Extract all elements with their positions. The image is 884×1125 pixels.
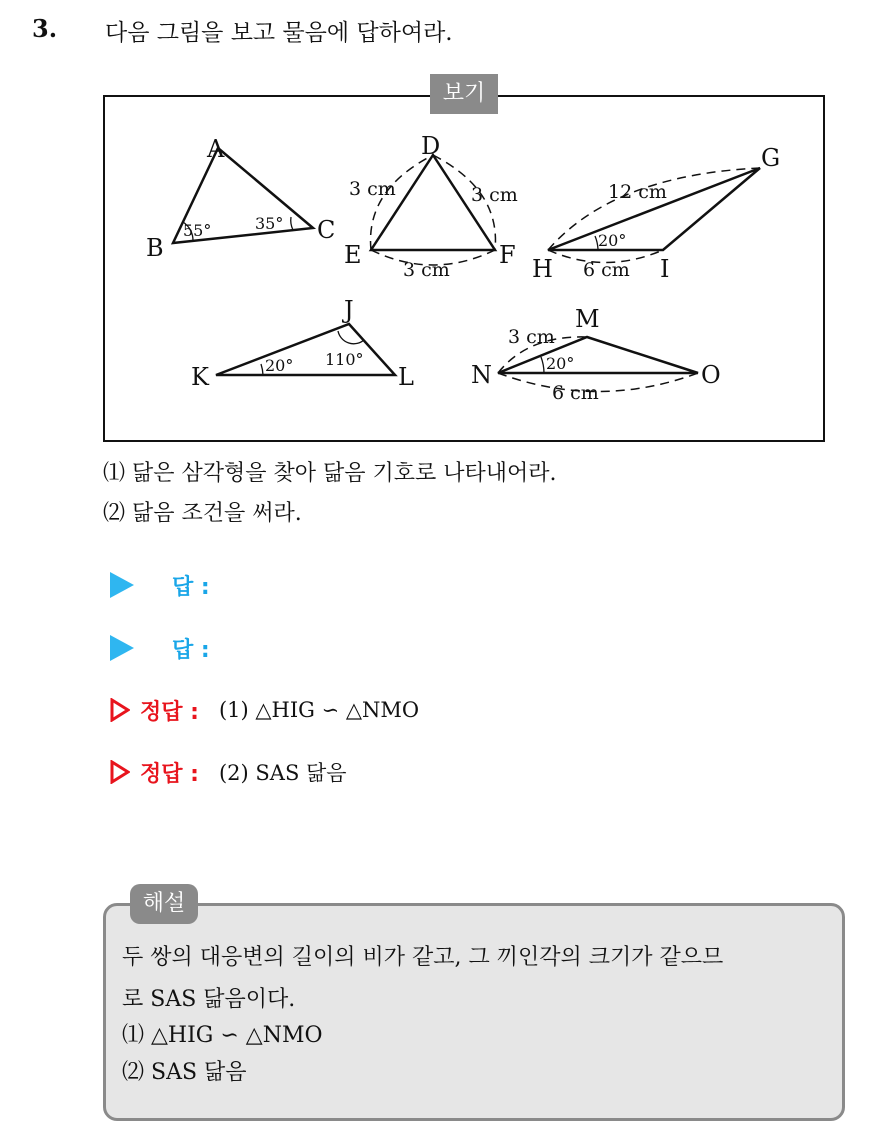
length-hg: 12 cm [608, 181, 667, 203]
angle-k: 20° [265, 356, 294, 375]
outline-arrow-icon [110, 760, 130, 784]
point-l: L [398, 363, 414, 391]
play-arrow-icon [110, 635, 134, 661]
solution-line-4: ⑵ SAS 닮음 [122, 1060, 247, 1085]
answer-label: 답 : [172, 637, 210, 663]
angle-j: 110° [325, 350, 364, 369]
question-number: 3. [32, 14, 58, 43]
length-ef: 3 cm [403, 259, 450, 281]
point-f: F [499, 241, 516, 269]
correct-answer-2: (2) SAS 닮음 [218, 761, 347, 785]
play-arrow-icon [110, 572, 134, 598]
solution-line-1: 두 쌍의 대응변의 길이의 비가 같고, 그 끼인각의 크기가 같으므 [122, 945, 724, 970]
point-m: M [575, 305, 600, 333]
correct-answer-1: (1) △HIG ∽ △NMO [218, 698, 420, 722]
subquestion-1: ⑴ 닮은 삼각형을 찾아 닮음 기호로 나타내어라. [103, 461, 557, 486]
answer-row-1[interactable] [110, 567, 210, 603]
solution-tag: 해설 [130, 884, 198, 924]
point-g: G [761, 144, 781, 172]
solution-line-2: 로 SAS 닮음이다. [122, 987, 296, 1012]
answer-label: 답 : [172, 574, 210, 600]
point-c: C [317, 216, 336, 244]
length-nm: 3 cm [508, 326, 555, 348]
point-e: E [344, 241, 362, 269]
point-b: B [146, 234, 164, 262]
angle-h: 20° [598, 231, 627, 250]
outline-arrow-icon [110, 698, 130, 722]
correct-answer-row-2 [110, 754, 347, 790]
length-hi: 6 cm [583, 259, 630, 281]
triangle-figures [103, 95, 825, 442]
point-h: H [532, 255, 553, 283]
angle-arc-k [261, 364, 263, 375]
angle-b: 55° [183, 221, 212, 240]
point-d: D [421, 132, 441, 160]
correct-answer-label: 정답 : [140, 699, 199, 725]
length-no: 6 cm [552, 382, 599, 404]
point-a: A [207, 135, 225, 163]
angle-c: 35° [255, 214, 284, 233]
length-df: 3 cm [471, 184, 518, 206]
point-o: O [701, 361, 721, 389]
subquestion-2: ⑵ 닮음 조건을 써라. [103, 501, 302, 526]
point-k: K [191, 363, 209, 391]
correct-answer-row-1 [110, 692, 419, 728]
point-j: J [344, 296, 354, 324]
point-n: N [471, 361, 492, 389]
correct-answer-label: 정답 : [140, 761, 199, 787]
solution-line-3: ⑴ △HIG ∽ △NMO [122, 1023, 323, 1048]
question-text: 다음 그림을 보고 물음에 답하여라. [105, 20, 453, 46]
angle-n: 20° [546, 354, 575, 373]
triangle-klj [216, 324, 395, 375]
point-i: I [660, 255, 670, 283]
angle-arc-n [541, 357, 544, 373]
angle-arc-c [291, 217, 293, 230]
length-de: 3 cm [349, 178, 396, 200]
figure-box-tag: 보기 [430, 74, 498, 114]
answer-row-2[interactable] [110, 630, 210, 666]
